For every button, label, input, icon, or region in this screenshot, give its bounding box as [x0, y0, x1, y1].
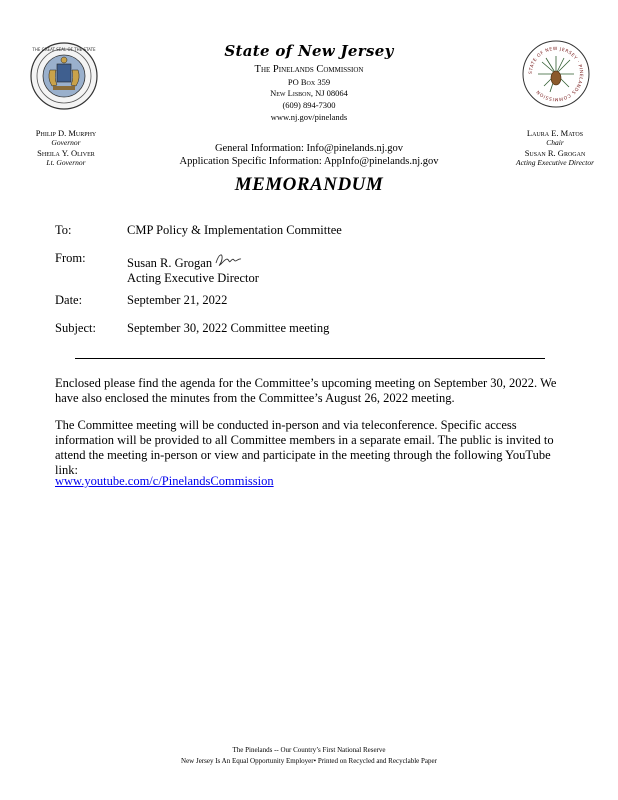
website[interactable]: www.nj.gov/pinelands: [270, 112, 348, 122]
governor-name: Philip D. Murphy: [35, 128, 97, 138]
director-role: Acting Executive Director: [515, 158, 595, 167]
to-value: CMP Policy & Implementation Committee: [127, 223, 342, 237]
director-name: Susan R. Grogan: [524, 148, 586, 158]
from-name: Susan R. Grogan: [127, 256, 213, 270]
svg-text:THE GREAT SEAL OF THE STATE: THE GREAT SEAL OF THE STATE: [32, 47, 96, 52]
from-label: From:: [55, 251, 86, 265]
footer-equal-opportunity: New Jersey Is An Equal Opportunity Employer: [181, 757, 314, 765]
subject-label: Subject:: [55, 321, 96, 335]
date-label: Date:: [55, 293, 83, 307]
po-box: PO Box 359: [287, 77, 331, 87]
body-paragraph-2: The Committee meeting will be conducted in-person and via teleconference. Specific access information will be provided to all Committee members in a separate email. The public is invited to attend the meeting in-person or view and participate in the meeting through the following YouTube link:: [55, 418, 554, 477]
youtube-link[interactable]: www.youtube.com/c/PinelandsCommission: [55, 474, 274, 488]
footer-bullet: •: [313, 757, 317, 765]
chair-name: Laura E. Matos: [526, 128, 584, 138]
seal-ring-text: STATE OF NEW JERSEY · PINELANDS COMMISSION: [528, 46, 584, 102]
signature-icon: [213, 251, 243, 269]
date-value: September 21, 2022: [127, 293, 228, 307]
from-value: [127, 251, 259, 286]
lt-governor-role: Lt. Governor: [46, 158, 86, 167]
chair-role: Chair: [546, 138, 564, 147]
body-paragraph-1: Enclosed please find the agenda for the Committee’s upcoming meeting on September 30, 2022. We have also enclosed the minutes from the Committee’s August 26, 2022 meeting.: [55, 376, 557, 405]
footer-recycled: Printed on Recycled and Recyclable Paper: [316, 757, 437, 765]
divider: [75, 358, 545, 359]
to-label: To:: [55, 223, 72, 237]
youtube-link-line: [55, 474, 570, 489]
commission-name: The Pinelands Commission: [254, 64, 364, 75]
footer-line-1: The Pinelands -- Our Country’s First National Reserve: [232, 746, 386, 754]
state-title: State of New Jersey: [224, 42, 394, 60]
city-address: New Lisbon, NJ 08064: [270, 88, 348, 98]
governor-role: Governor: [51, 138, 81, 147]
left-officials: [22, 128, 110, 168]
general-info-line: General Information: Info@pinelands.nj.gov: [214, 143, 404, 154]
subject-value: September 30, 2022 Committee meeting: [127, 321, 330, 335]
application-info-line: Application Specific Information: AppInfo@pinelands.nj.gov: [179, 156, 439, 167]
footer-line-2: [0, 756, 618, 767]
right-officials: [505, 128, 605, 168]
lt-governor-name: Sheila Y. Oliver: [37, 148, 95, 158]
from-title: Acting Executive Director: [127, 271, 259, 285]
memo-title: MEMORANDUM: [234, 174, 384, 195]
phone-number: (609) 894-7300: [282, 100, 336, 110]
